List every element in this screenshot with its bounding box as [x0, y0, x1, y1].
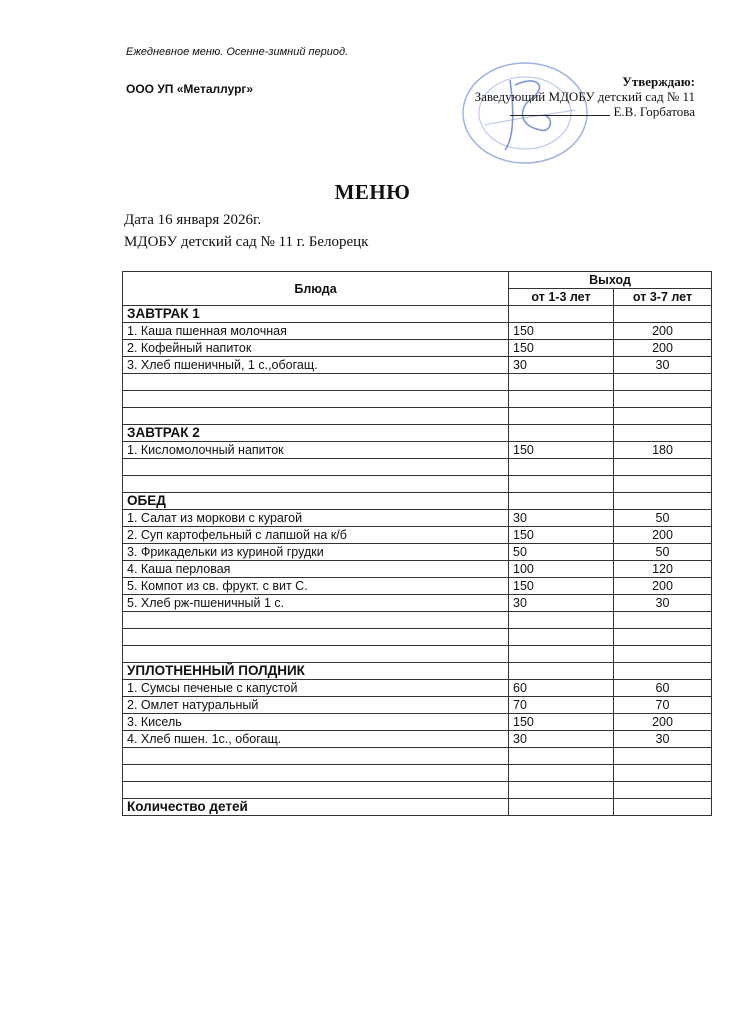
dish-cell: Количество детей: [123, 799, 509, 816]
output-3-7-cell: [614, 646, 712, 663]
output-3-7-cell: 200: [614, 340, 712, 357]
output-3-7-cell: [614, 799, 712, 816]
output-1-3-cell: [509, 782, 614, 799]
output-1-3-cell: [509, 612, 614, 629]
table-row: [123, 544, 712, 561]
table-row: [123, 595, 712, 612]
dish-cell: 3. Фрикадельки из куриной грудки: [123, 544, 509, 561]
output-3-7-cell: 200: [614, 714, 712, 731]
column-header-dishes: Блюда: [123, 272, 509, 306]
output-1-3-cell: [509, 408, 614, 425]
output-3-7-cell: [614, 612, 712, 629]
section-row: [123, 663, 712, 680]
dish-cell: 1. Каша пшенная молочная: [123, 323, 509, 340]
output-3-7-cell: [614, 748, 712, 765]
output-1-3-cell: [509, 391, 614, 408]
output-3-7-cell: 200: [614, 323, 712, 340]
dish-cell: 1. Салат из моркови с курагой: [123, 510, 509, 527]
table-row: [123, 476, 712, 493]
table-row: [123, 578, 712, 595]
dish-cell: [123, 391, 509, 408]
output-1-3-cell: [509, 629, 614, 646]
dish-cell: 5. Хлеб рж-пшеничный 1 с.: [123, 595, 509, 612]
table-row: [123, 561, 712, 578]
section-row: [123, 306, 712, 323]
dish-cell: 4. Каша перловая: [123, 561, 509, 578]
section-row: [123, 799, 712, 816]
section-row: [123, 493, 712, 510]
organization-name: ООО УП «Металлург»: [126, 82, 254, 96]
output-3-7-cell: [614, 476, 712, 493]
dish-cell: 1. Кисломолочный напиток: [123, 442, 509, 459]
table-row: [123, 765, 712, 782]
output-3-7-cell: 200: [614, 527, 712, 544]
output-3-7-cell: [614, 782, 712, 799]
column-header-output: Выход: [509, 272, 712, 289]
institution-line: МДОБУ детский сад № 11 г. Белорецк: [124, 234, 369, 250]
dish-cell: ЗАВТРАК 2: [123, 425, 509, 442]
dish-cell: [123, 459, 509, 476]
output-1-3-cell: [509, 425, 614, 442]
dish-cell: [123, 629, 509, 646]
output-1-3-cell: 30: [509, 510, 614, 527]
table-row: [123, 442, 712, 459]
dish-cell: [123, 748, 509, 765]
dish-cell: 2. Омлет натуральный: [123, 697, 509, 714]
dish-cell: 2. Суп картофельный с лапшой на к/б: [123, 527, 509, 544]
output-1-3-cell: 150: [509, 714, 614, 731]
table-row: [123, 527, 712, 544]
dish-cell: 3. Хлеб пшеничный, 1 с.,обогащ.: [123, 357, 509, 374]
section-row: [123, 425, 712, 442]
dish-cell: [123, 765, 509, 782]
menu-table: [122, 271, 712, 816]
output-1-3-cell: 30: [509, 357, 614, 374]
dish-cell: [123, 612, 509, 629]
output-3-7-cell: [614, 408, 712, 425]
output-3-7-cell: [614, 306, 712, 323]
table-row: [123, 697, 712, 714]
dish-cell: 5. Компот из св. фрукт. с вит С.: [123, 578, 509, 595]
output-3-7-cell: [614, 425, 712, 442]
approve-title: Утверждаю:: [622, 74, 695, 89]
approval-block: [475, 74, 695, 119]
dish-cell: ОБЕД: [123, 493, 509, 510]
output-1-3-cell: [509, 306, 614, 323]
dish-cell: 1. Сумсы печеные с капустой: [123, 680, 509, 697]
output-1-3-cell: 70: [509, 697, 614, 714]
dish-cell: [123, 374, 509, 391]
dish-cell: [123, 646, 509, 663]
approve-name: Е.В. Горбатова: [613, 104, 695, 119]
output-3-7-cell: 30: [614, 357, 712, 374]
table-row: [123, 391, 712, 408]
output-1-3-cell: 30: [509, 595, 614, 612]
output-3-7-cell: 200: [614, 578, 712, 595]
table-row: [123, 323, 712, 340]
menu-table-body: [123, 306, 712, 816]
table-row: [123, 714, 712, 731]
output-1-3-cell: 150: [509, 578, 614, 595]
output-1-3-cell: [509, 459, 614, 476]
output-3-7-cell: 70: [614, 697, 712, 714]
output-1-3-cell: [509, 374, 614, 391]
output-3-7-cell: [614, 493, 712, 510]
output-3-7-cell: 60: [614, 680, 712, 697]
page-title: МЕНЮ: [334, 180, 411, 204]
table-row: [123, 782, 712, 799]
output-1-3-cell: 50: [509, 544, 614, 561]
output-3-7-cell: 50: [614, 544, 712, 561]
output-1-3-cell: 60: [509, 680, 614, 697]
table-row: [123, 748, 712, 765]
dish-cell: УПЛОТНЕННЫЙ ПОЛДНИК: [123, 663, 509, 680]
output-3-7-cell: [614, 391, 712, 408]
dish-cell: [123, 408, 509, 425]
output-1-3-cell: 100: [509, 561, 614, 578]
signature-line: [510, 115, 610, 116]
output-3-7-cell: [614, 663, 712, 680]
table-row: [123, 646, 712, 663]
table-row: [123, 629, 712, 646]
table-row: [123, 510, 712, 527]
table-row: [123, 340, 712, 357]
output-3-7-cell: 30: [614, 595, 712, 612]
date-line: Дата 16 января 2026г.: [124, 212, 262, 228]
dish-cell: [123, 476, 509, 493]
output-3-7-cell: [614, 459, 712, 476]
output-1-3-cell: [509, 748, 614, 765]
dish-cell: 3. Кисель: [123, 714, 509, 731]
table-row: [123, 731, 712, 748]
dish-cell: ЗАВТРАК 1: [123, 306, 509, 323]
output-1-3-cell: [509, 765, 614, 782]
output-3-7-cell: 30: [614, 731, 712, 748]
output-3-7-cell: 50: [614, 510, 712, 527]
output-1-3-cell: 150: [509, 323, 614, 340]
table-row: [123, 459, 712, 476]
output-1-3-cell: [509, 476, 614, 493]
output-1-3-cell: 30: [509, 731, 614, 748]
column-header-age-3-7: от 3-7 лет: [614, 289, 712, 306]
output-3-7-cell: [614, 374, 712, 391]
dish-cell: 2. Кофейный напиток: [123, 340, 509, 357]
table-row: [123, 374, 712, 391]
output-3-7-cell: [614, 765, 712, 782]
approve-position: Заведующий МДОБУ детский сад № 11: [474, 89, 695, 104]
output-1-3-cell: 150: [509, 340, 614, 357]
output-1-3-cell: [509, 663, 614, 680]
dish-cell: 4. Хлеб пшен. 1с., обогащ.: [123, 731, 509, 748]
output-1-3-cell: [509, 799, 614, 816]
output-3-7-cell: 120: [614, 561, 712, 578]
document-note: Ежедневное меню. Осенне-зимний период.: [126, 46, 349, 58]
output-3-7-cell: [614, 629, 712, 646]
dish-cell: [123, 782, 509, 799]
output-1-3-cell: 150: [509, 527, 614, 544]
table-row: [123, 357, 712, 374]
table-row: [123, 612, 712, 629]
output-1-3-cell: [509, 493, 614, 510]
output-1-3-cell: 150: [509, 442, 614, 459]
table-row: [123, 408, 712, 425]
output-1-3-cell: [509, 646, 614, 663]
table-row: [123, 680, 712, 697]
column-header-age-1-3: от 1-3 лет: [509, 289, 614, 306]
output-3-7-cell: 180: [614, 442, 712, 459]
